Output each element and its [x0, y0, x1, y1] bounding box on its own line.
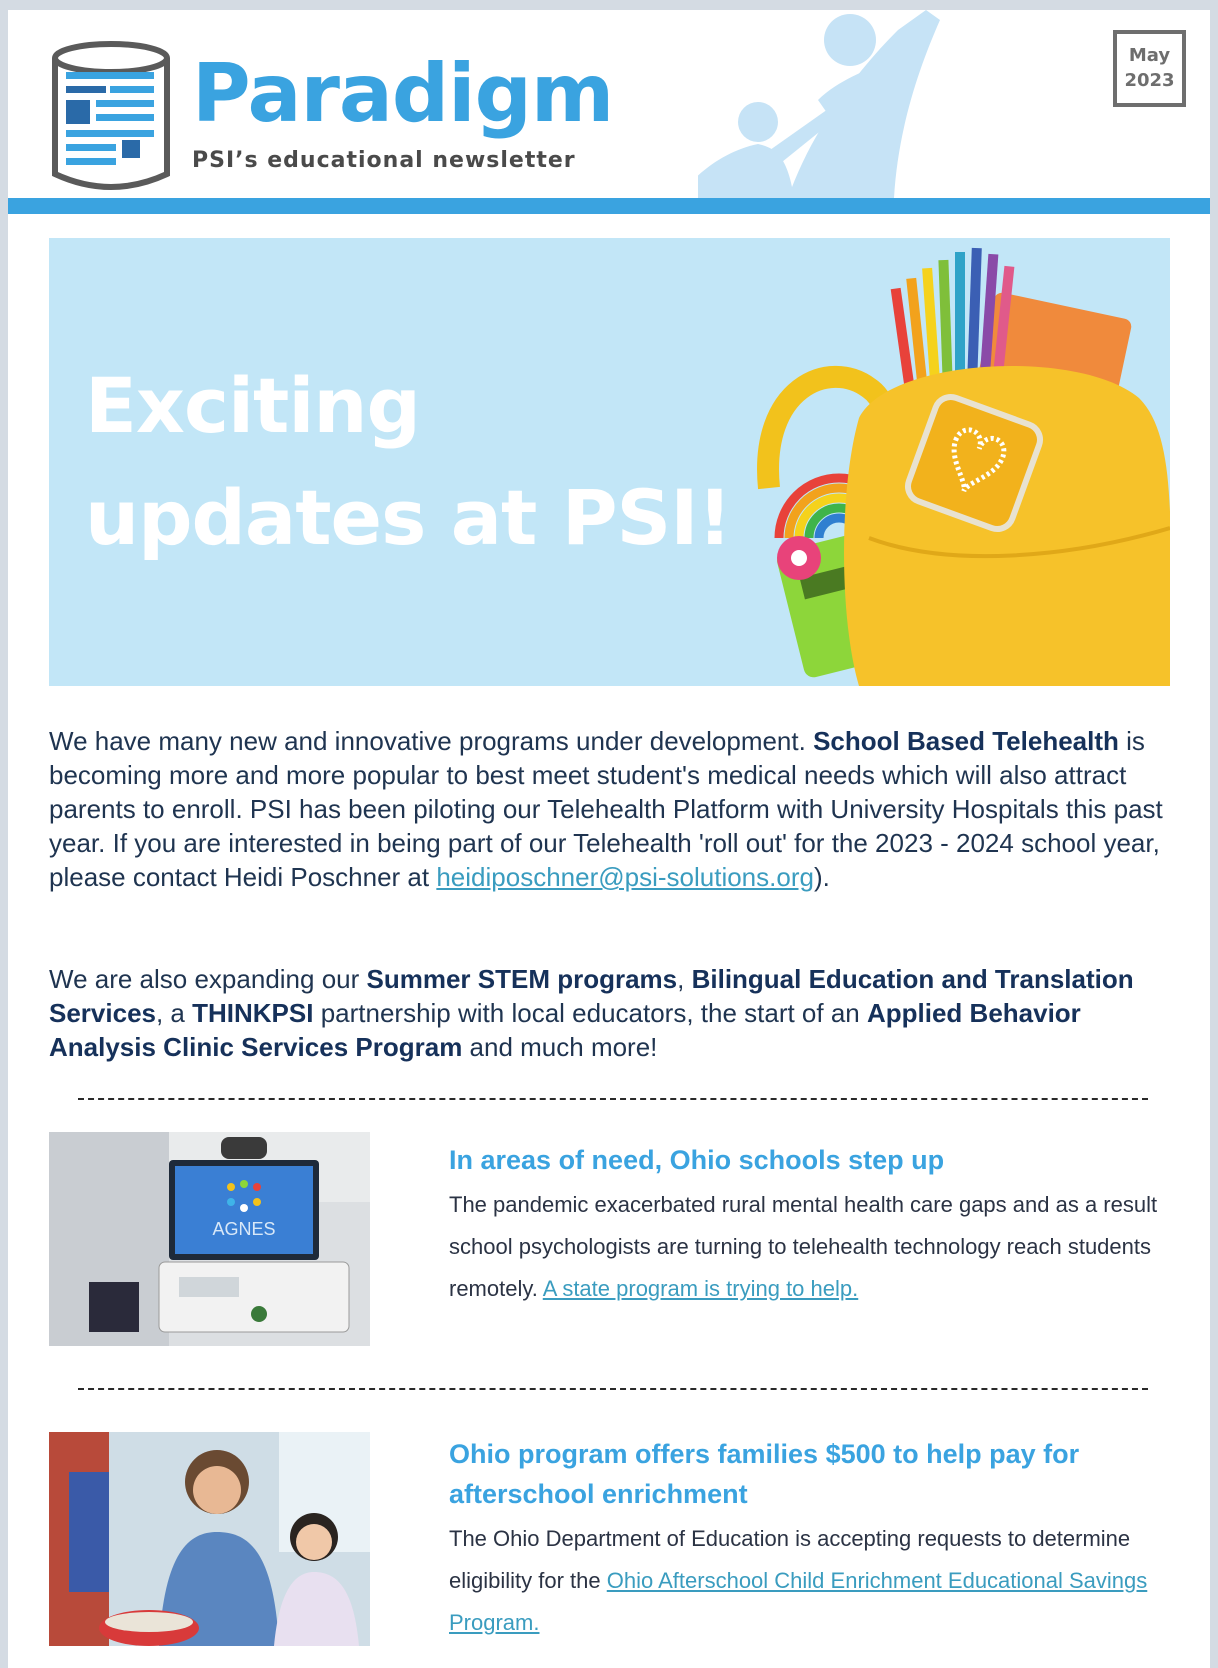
intro-bold: School Based Telehealth [813, 726, 1119, 756]
article-1 [449, 1140, 1169, 1310]
article-2-body [449, 1518, 1169, 1644]
intro-bold: Summer STEM programs [366, 964, 678, 994]
article-2-link[interactable]: Ohio Afterschool Child Enrichment Educational Savings Program. [449, 1568, 1148, 1635]
issue-date-badge [1113, 30, 1186, 107]
article-1-image[interactable] [49, 1132, 370, 1346]
contact-email-link[interactable]: heidiposchner@psi-solutions.org [436, 862, 814, 892]
intro-paragraph-2 [49, 962, 1174, 1064]
intro-text: , [677, 964, 692, 994]
intro-bold: Applied Behavior Analysis Clinic Services Program [49, 998, 1081, 1062]
intro-bold: Bilingual Education and Translation Services [49, 964, 1134, 1028]
intro-text: We are also expanding our [49, 964, 367, 994]
header-divider-bar [8, 198, 1210, 214]
article-2-title[interactable]: Ohio program offers families $500 to help pay for afterschool enrichment [449, 1439, 1080, 1509]
intro-paragraph-1 [49, 724, 1174, 894]
figures-illustration-icon [698, 10, 978, 198]
intro-text: , a [155, 998, 193, 1028]
brand-name: Paradigm [192, 47, 614, 140]
agnes-screen-label: AGNES [212, 1219, 276, 1239]
newsletter-header [8, 10, 1210, 198]
issue-year: 2023 [1124, 69, 1175, 91]
newsletter-page [8, 10, 1210, 1668]
section-divider [78, 1098, 1148, 1100]
children-crafts-image-icon [49, 1432, 370, 1646]
hero-title [85, 350, 765, 574]
article-2-text: The Ohio Department of Education is accepting requests to determine eligibility for the [449, 1526, 1131, 1593]
backpack-illustration-icon [749, 238, 1170, 686]
article-1-text: The pandemic exacerbated rural mental health care gaps and as a result school psychologists are turning to telehealth technology reach students remotely. [449, 1192, 1158, 1301]
hero-title-line2: updates at PSI! [85, 473, 732, 562]
hero-title-line1: Exciting [85, 361, 420, 450]
intro-text: and much more! [462, 1032, 658, 1062]
telehealth-cart-image-icon [49, 1132, 370, 1346]
paradigm-logo-icon [48, 38, 174, 194]
issue-month: May [1128, 45, 1171, 67]
article-2 [449, 1434, 1169, 1644]
intro-text: partnership with local educators, the start of an [313, 998, 867, 1028]
article-2-image[interactable] [49, 1432, 370, 1646]
intro-text: ). [813, 862, 830, 892]
tagline: PSI’s educational newsletter [192, 148, 576, 173]
section-divider [78, 1388, 1148, 1390]
article-1-link[interactable]: A state program is trying to help. [542, 1276, 859, 1301]
article-1-title[interactable]: In areas of need, Ohio schools step up [449, 1145, 945, 1175]
article-1-body [449, 1184, 1169, 1310]
intro-bold: THINKPSI [192, 998, 314, 1028]
intro-text: We have many new and innovative programs under development. [49, 726, 814, 756]
hero-banner [49, 238, 1170, 686]
intro-text: is becoming more and more popular to best meet student's medical needs which will also attract parents to enroll. PSI has been piloting our Telehealth Platform with University Hospitals this past year. If you are interested in being part of our Telehealth 'roll out' for the 2023 - 2024 school year, please contact Heidi Poschner at [49, 726, 1163, 892]
